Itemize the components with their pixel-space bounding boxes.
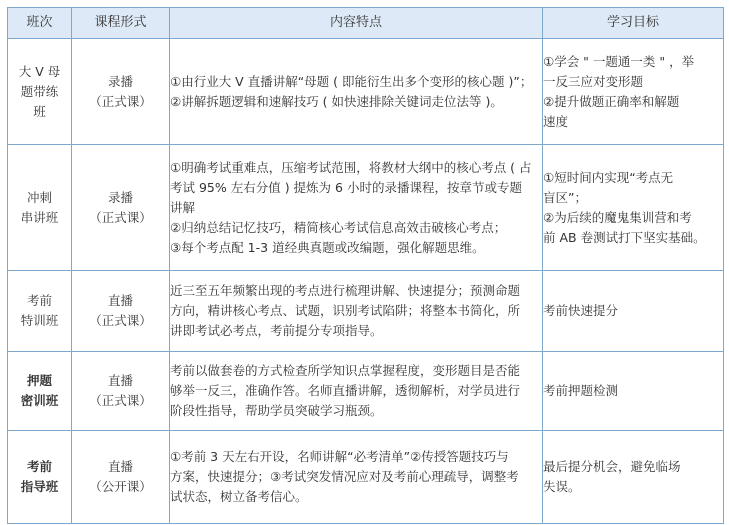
goal-line: ①学会 " 一题通一类 " ，举 <box>543 53 695 69</box>
class-name-line: 考前 <box>26 293 52 308</box>
goal-line: 失误。 <box>543 479 581 494</box>
form-line: 录播 <box>107 189 133 205</box>
table-row <box>8 271 724 352</box>
goal-cell <box>543 352 724 431</box>
form-cell <box>72 431 170 524</box>
class-name-line: 考前 <box>26 459 52 474</box>
table-row <box>8 431 724 524</box>
form-cell <box>72 271 170 352</box>
course-table <box>7 7 724 524</box>
goal-cell <box>543 39 724 145</box>
content-cell <box>170 352 543 431</box>
content-line: ①考前 3 天左右开设，名师讲解“必考清单”②传授答题技巧与 <box>170 449 509 464</box>
content-line: 讲即考试必考点，考前提分专项指导。 <box>170 323 383 338</box>
content-line: ①明确考试重难点，压缩考试范围，将教材大纲中的核心考点 ( 占 <box>170 159 532 175</box>
content-line: 考前以做套卷的方式检查所学知识点掌握程度，变形题目是否能 <box>170 363 521 378</box>
form-line: 直播 <box>107 459 133 474</box>
class-name-line: 押题 <box>26 373 52 388</box>
table-row <box>8 352 724 431</box>
content-line: 够举一反三，准确作答。名师直播讲解，透彻解析，对学员进行 <box>170 383 521 398</box>
header-class: 班次 <box>8 8 72 39</box>
class-cell <box>8 145 72 271</box>
class-cell <box>8 431 72 524</box>
header-form: 课程形式 <box>72 8 170 39</box>
header-content: 内容特点 <box>170 8 543 39</box>
class-name-line: 密训班 <box>20 393 59 408</box>
class-name-line: 冲刺 <box>26 189 52 205</box>
form-cell <box>72 352 170 431</box>
class-name-line: 班 <box>33 103 46 119</box>
goal-line: ②为后续的魔鬼集训营和考 <box>543 209 692 225</box>
form-cell <box>72 145 170 271</box>
content-line: 考试 95% 左右分值 ) 提炼为 6 小时的录播课程，按章节或专题 <box>170 179 522 195</box>
table-row <box>8 39 724 145</box>
content-line: ①由行业大 V 直播讲解“母题 ( 即能衍生出多个变形的核心题 )”； <box>170 73 533 89</box>
content-line: ②讲解拆题逻辑和速解技巧 ( 如快速排除关键词走位法等 )。 <box>170 93 503 109</box>
class-name-line: 大 V 母 <box>18 63 61 79</box>
form-line: 直播 <box>107 293 133 308</box>
goal-line: 一反三应对变形题 <box>543 73 644 89</box>
content-line: ②归纳总结记忆技巧，精简核心考试信息高效击破核心考点； <box>170 219 507 235</box>
form-line: 录播 <box>107 73 133 89</box>
header-row <box>8 8 724 39</box>
form-line: （正式课） <box>89 93 152 109</box>
content-line: 方案，快速提分；③考试突发情况应对及考前心理疏导，调整考 <box>170 469 519 484</box>
content-cell <box>170 39 543 145</box>
content-line: 试状态，树立备考信心。 <box>170 489 308 504</box>
content-cell <box>170 145 543 271</box>
goal-line: ①短时间内实现“考点无 <box>543 169 674 185</box>
goal-cell <box>543 145 724 271</box>
goal-line: 考前快速提分 <box>543 303 619 318</box>
form-line: 直播 <box>107 373 133 388</box>
goal-cell <box>543 431 724 524</box>
form-line: （正式课） <box>89 209 152 225</box>
class-cell <box>8 39 72 145</box>
goal-cell <box>543 271 724 352</box>
content-line: ③每个考点配 1-3 道经典真题或改编题，强化解题思维。 <box>170 239 485 255</box>
class-name-line: 特训班 <box>20 313 59 328</box>
goal-line: 最后提分机会，避免临场 <box>543 459 681 474</box>
content-cell <box>170 271 543 352</box>
class-cell <box>8 352 72 431</box>
goal-line: 盲区”； <box>543 189 587 205</box>
class-cell <box>8 271 72 352</box>
form-line: （公开课） <box>89 479 152 494</box>
content-line: 方向，精讲核心考点、试题，识别考试陷阱；将整本书简化，所 <box>170 303 521 318</box>
form-line: （正式课） <box>89 313 152 328</box>
content-line: 阶段性指导，帮助学员突破学习瓶颈。 <box>170 403 383 418</box>
content-line: 讲解 <box>170 199 196 215</box>
header-goal: 学习目标 <box>543 8 724 39</box>
form-line: （正式课） <box>89 393 152 408</box>
goal-line: ②提升做题正确率和解题 <box>543 93 680 109</box>
goal-line: 前 AB 卷测试打下坚实基础。 <box>543 229 706 245</box>
class-name-line: 题带练 <box>20 83 59 99</box>
class-name-line: 串讲班 <box>20 209 59 225</box>
content-line: 近三至五年频繁出现的考点进行梳理讲解、快速提分；预测命题 <box>170 283 521 298</box>
class-name-line: 指导班 <box>20 479 59 494</box>
goal-line: 速度 <box>543 113 569 129</box>
form-cell <box>72 39 170 145</box>
table-row <box>8 145 724 271</box>
content-cell <box>170 431 543 524</box>
goal-line: 考前押题检测 <box>543 383 619 398</box>
